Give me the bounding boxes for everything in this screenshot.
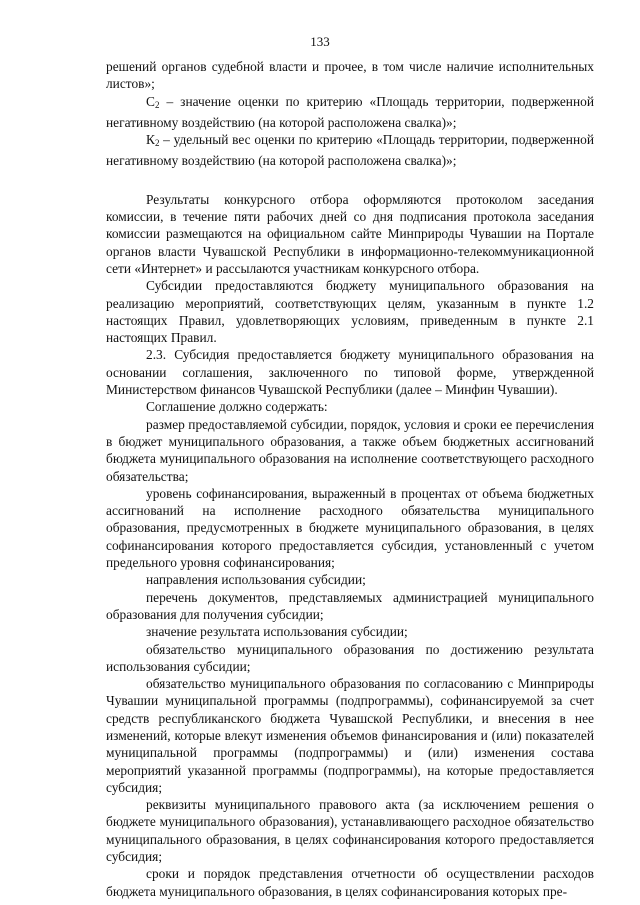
list-item-cofinancing-level: уровень софинансирования, выраженный в процентах от объема бюджетных ассигнований на исполнение расходного обязательства муниципального образования, предусмотренных в бюджете муниципального образования, в целях софинансирования которого предоставляется субсидия, установленный с учетом предельного уровня софинансирования; <box>106 485 594 571</box>
list-item-reporting: сроки и порядок представления отчетности об осуществлении расходов бюджета муниципального образования, в целях софинансирования которых пре- <box>106 866 594 899</box>
subscript-k: 2 <box>154 138 160 149</box>
paragraph-results: Результаты конкурсного отбора оформляются протоколом заседания комиссии, в течение пяти рабочих дней со дня подписания протокола заседания комиссии размещаются на официальном сайте Минприроды Чувашии на Портале органов власти Чувашской Республики в информационно-телекоммуникационной сети «Интернет» и рассылаются участникам конкурсного отбора. <box>106 191 594 276</box>
document-body <box>106 58 594 900</box>
page-number: 133 <box>310 34 330 49</box>
paragraph-agreement-intro: Соглашение должно содержать: <box>146 399 328 415</box>
list-item-result-value: значение результата использования субсидии; <box>146 624 408 640</box>
paragraph-continuation: решений органов судебной власти и прочее, в том числе наличие исполнительных листов»; <box>106 59 594 92</box>
paragraph-2-3: 2.3. Субсидия предоставляется бюджету муниципального образования на основании соглашения, заключенного по типовой форме, утвержденной Министерством финансов Чувашской Республики (далее – Минфин Чувашии). <box>106 347 594 398</box>
k2-definition-text: – удельный вес оценки по критерию «Площадь территории, подверженной негативному воздействию (на которой расположена свалка)»; <box>106 132 594 169</box>
list-item-subsidy-amount: размер предоставляемой субсидии, порядок, условия и сроки ее перечисления в бюджет муниципального образования, а также объем бюджетных ассигнований бюджета муниципального образования на исполнение соответствующего расходного обязательства; <box>106 416 594 484</box>
subscript-c: 2 <box>154 99 160 110</box>
paragraph-gap <box>106 170 594 191</box>
paragraph-c2-definition <box>106 93 594 132</box>
list-item-program-approval: обязательство муниципального образования по согласованию с Минприроды Чувашии муниципальной программы (подпрограммы), софинансируемой за счет средств республиканского бюджета Чувашской Республики, и внесения в нее изменений, которые влекут изменения объемов финансирования и (или) показателей муниципальной программы (подпрограммы) и (или) изменения состава мероприятий указанной программы (подпрограммы), на которые предоставляется субсидия; <box>106 676 594 795</box>
symbol-k: К <box>146 132 155 148</box>
list-item-result-obligation: обязательство муниципального образования по достижению результата использования субсидии; <box>106 641 594 674</box>
paragraph-subsidies: Субсидии предоставляются бюджету муниципального образования на реализацию мероприятий, соответствующих целям, указанным в пункте 1.2 настоящих Правил, удовлетворяющих условиям, приведенным в пункте 2.1 настоящих Правил. <box>106 278 594 346</box>
list-item-legal-act: реквизиты муниципального правового акта (за исключением решения о бюджете муниципального образования), устанавливающего расходное обязательство муниципального образования, в целях софинансирования которого предоставляется субсидия; <box>106 797 594 865</box>
list-item-documents: перечень документов, представляемых администрацией муниципального образования для получения субсидии; <box>106 589 594 622</box>
symbol-c: С <box>146 93 155 109</box>
list-item-directions: направления использования субсидии; <box>146 572 366 588</box>
c2-definition-text: – значение оценки по критерию «Площадь территории, подверженной негативному воздействию (на которой расположена свалка)»; <box>106 93 594 130</box>
paragraph-k2-definition <box>106 131 594 170</box>
